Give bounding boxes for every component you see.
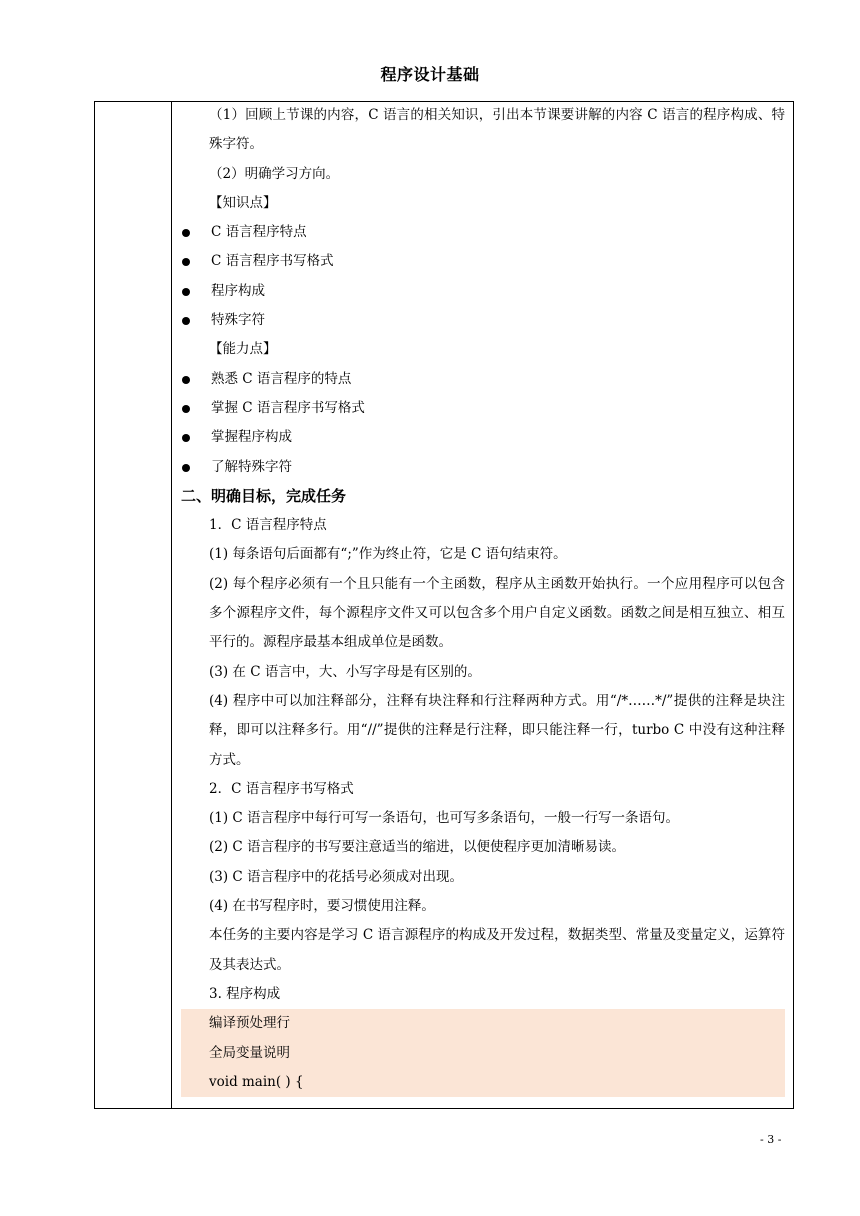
knowledge-item-text: C 语言程序特点 — [211, 224, 307, 241]
knowledge-item — [181, 306, 785, 335]
summary-paragraph: 本任务的主要内容是学习 C 语言源程序的构成及开发过程，数据类型、常量及变量定义，运算符及其表达式。 — [209, 927, 785, 973]
bullet-icon — [182, 434, 190, 442]
ability-item — [181, 423, 785, 452]
ability-item-text: 了解特殊字符 — [211, 458, 292, 475]
knowledge-item-text: 程序构成 — [211, 282, 265, 299]
knowledge-heading: 【知识点】 — [209, 194, 277, 211]
bullet-icon — [182, 405, 190, 413]
knowledge-item — [181, 218, 785, 247]
knowledge-item — [181, 277, 785, 306]
subsection-title-3: 3. 程序构成 — [209, 985, 281, 1002]
format-item-2: (2) C 语言程序的书写要注意适当的缩进，以便使程序更加清晰易读。 — [209, 839, 626, 856]
knowledge-item — [181, 247, 785, 276]
format-item-1: (1) C 语言程序中每行可写一条语句，也可写多条语句，一般一行写一条语句。 — [209, 810, 680, 827]
column-divider — [171, 101, 172, 1109]
intro-paragraph-1: （1）回顾上节课的内容，C 语言的相关知识，引出本节课要讲解的内容 C 语言的程序构成、特殊字符。 — [209, 107, 785, 153]
bullet-icon — [182, 229, 190, 237]
feature-item-2: (2) 每个程序必须有一个且只能有一个主函数，程序从主函数开始执行。一个应用程序可以包含多个源程序文件，每个源程序文件又可以包含多个用户自定义函数。函数之间是相互独立、相互平行的。源程序最基本组成单位是函数。 — [209, 575, 785, 651]
subsection-title-2: 2．C 语言程序书写格式 — [209, 780, 354, 797]
bullet-icon — [182, 464, 190, 472]
format-item-3: (3) C 语言程序中的花括号必须成对出现。 — [209, 868, 464, 885]
ability-item — [181, 394, 785, 423]
ability-item-text: 熟悉 C 语言程序的特点 — [211, 370, 352, 387]
knowledge-item-text: 特殊字符 — [211, 312, 265, 329]
ability-heading: 【能力点】 — [209, 341, 277, 358]
bullet-icon — [182, 376, 190, 384]
feature-item-1: (1) 每条语句后面都有“;”作为终止符，它是 C 语句结束符。 — [209, 546, 567, 563]
feature-item-3: (3) 在 C 语言中，大、小写字母是有区别的。 — [209, 663, 481, 680]
format-item-4: (4) 在书写程序时，要习惯使用注释。 — [209, 898, 435, 915]
page-header-title: 程序设计基础 — [380, 65, 480, 84]
code-line: 编译预处理行 — [181, 1009, 785, 1038]
intro-paragraph-2: （2）明确学习方向。 — [209, 165, 340, 182]
code-line: 全局变量说明 — [181, 1039, 785, 1068]
section-heading: 二、明确目标，完成任务 — [181, 486, 347, 505]
page-number: - 3 - — [760, 1133, 782, 1146]
subsection-title-1: 1．C 语言程序特点 — [209, 517, 327, 534]
bullet-icon — [182, 288, 190, 296]
bullet-icon — [182, 258, 190, 266]
ability-item — [181, 453, 785, 482]
ability-item — [181, 365, 785, 394]
feature-item-4: (4) 程序中可以加注释部分，注释有块注释和行注释两种方式。用“/*……*/”提供的注释是块注释，即可以注释多行。用“//”提供的注释是行注释，即只能注释一行，turbo C 中没有这种注释方式。 — [209, 692, 785, 768]
knowledge-item-text: C 语言程序书写格式 — [211, 253, 334, 270]
content-cell — [181, 101, 785, 1097]
code-line: void main( ) { — [181, 1068, 785, 1097]
ability-item-text: 掌握 C 语言程序书写格式 — [211, 399, 365, 416]
bullet-icon — [182, 317, 190, 325]
ability-item-text: 掌握程序构成 — [211, 429, 292, 446]
